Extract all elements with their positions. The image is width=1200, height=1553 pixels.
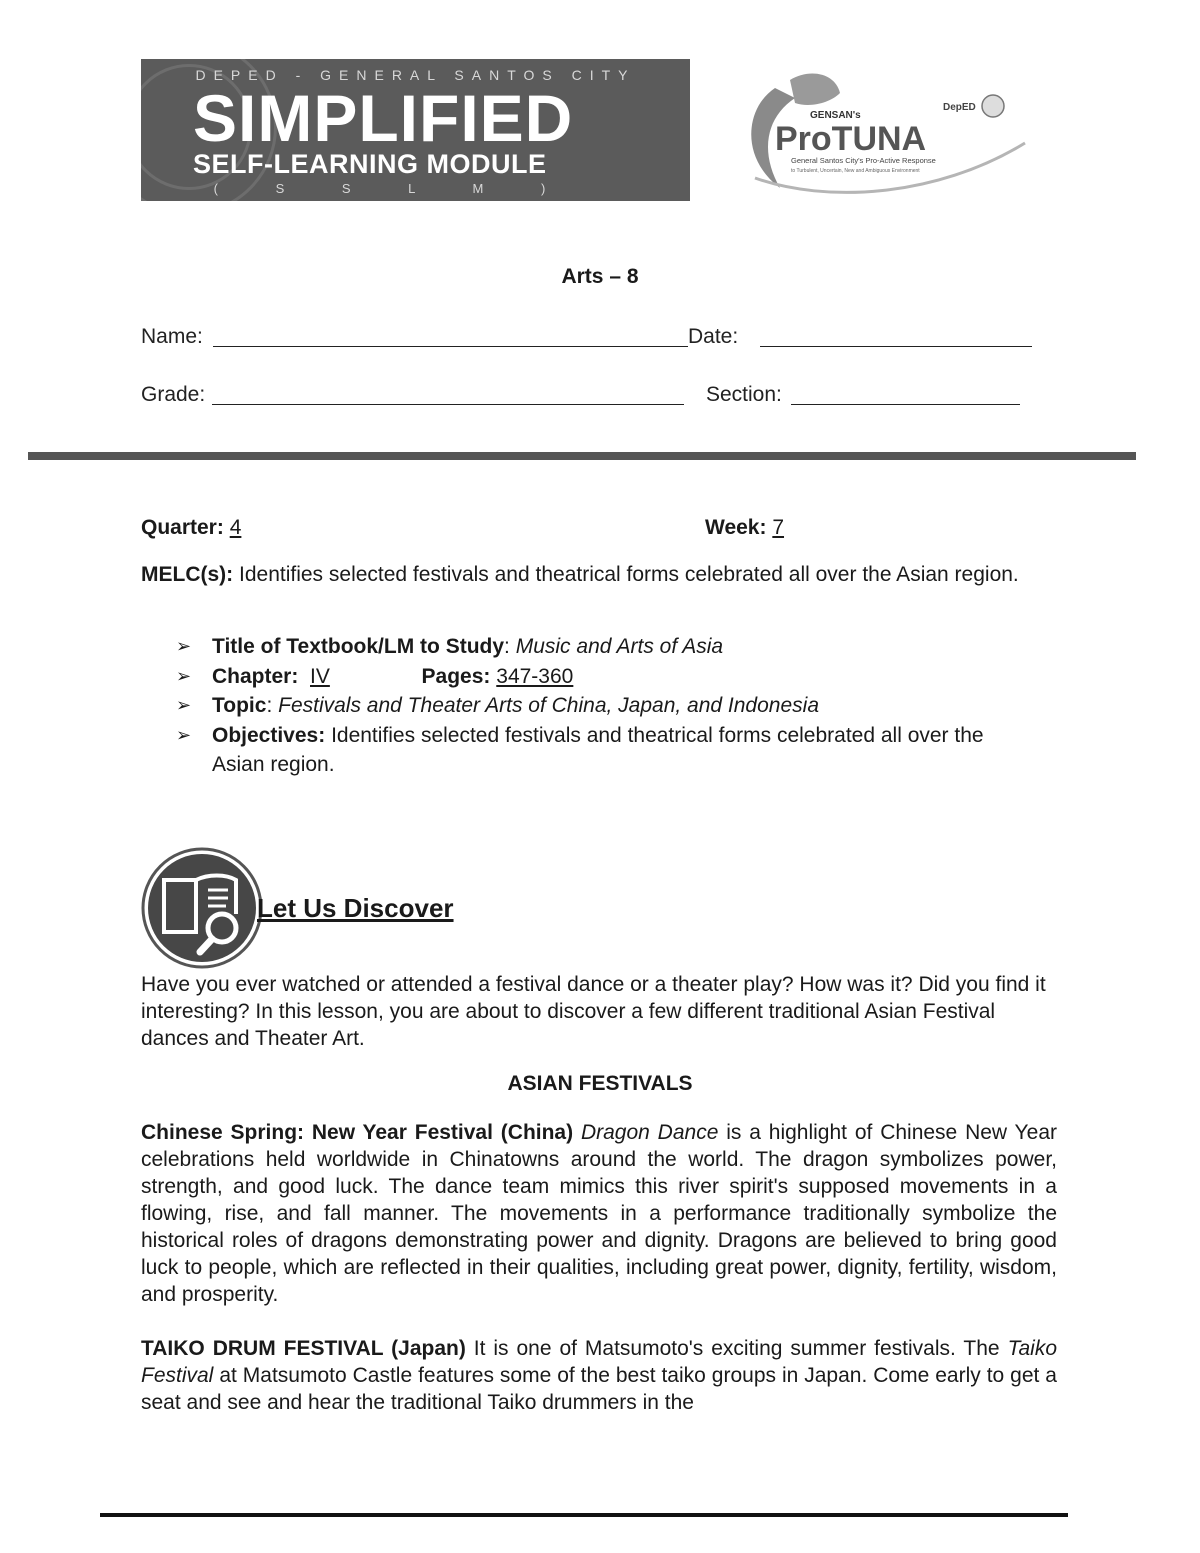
topic-value: Festivals and Theater Arts of China, Japan, and Indonesia xyxy=(278,694,819,717)
arrow-bullet-icon: ➢ xyxy=(176,695,192,715)
footer-divider xyxy=(100,1513,1068,1517)
protuna-fish-icon xyxy=(790,74,840,105)
module-title: Arts – 8 xyxy=(561,265,639,288)
arrow-bullet-icon: ➢ xyxy=(176,636,192,656)
quarter-label: Quarter: xyxy=(141,516,224,539)
week xyxy=(705,516,784,540)
japan-festival-text-1: It is one of Matsumoto's exciting summer festivals. The xyxy=(473,1337,1000,1360)
protuna-logo xyxy=(735,68,1035,203)
banner-title: SIMPLIFIED xyxy=(193,81,574,155)
japan-festival-paragraph xyxy=(141,1335,1057,1416)
china-festival-paragraph xyxy=(141,1119,1057,1308)
japan-festival-name: TAIKO DRUM FESTIVAL (Japan) xyxy=(141,1337,466,1360)
name-field[interactable] xyxy=(213,346,688,347)
grade-field[interactable] xyxy=(212,404,684,405)
list-item xyxy=(176,721,1006,780)
discover-book-magnifier-icon xyxy=(140,846,264,970)
chapter-value: IV xyxy=(310,664,330,688)
list-item: ➢ Title of Textbook/LM to Study: Music and Arts of Asia xyxy=(176,632,1006,662)
protuna-brand: ProTUNA xyxy=(775,120,927,158)
quarter-value: 4 xyxy=(229,516,242,539)
arrow-bullet-icon: ➢ xyxy=(176,665,192,686)
grade-label: Grade: xyxy=(141,383,206,406)
section-label: Section: xyxy=(706,383,782,406)
week-label: Week: xyxy=(705,516,767,539)
pages-value: 347-360 xyxy=(496,664,574,688)
banner-subtitle: SELF-LEARNING MODULE xyxy=(193,149,547,179)
discover-heading: Let Us Discover xyxy=(257,893,454,923)
objectives-value: Identifies selected festivals and theatrical forms celebrated all over the Asian region. xyxy=(212,723,984,776)
date-label: Date: xyxy=(688,325,739,348)
pages-label: Pages: xyxy=(421,664,491,688)
chapter-label: Chapter: xyxy=(212,664,299,688)
china-festival-term: Dragon Dance xyxy=(580,1121,719,1144)
china-festival-text: is a highlight of Chinese New Year celebrations held worldwide in Chinatowns around the world. The dragon symbolizes power, strength, and good luck. The dance team mimics this river spirit's supposed movements in a flowing, rise, and fall manner. The movements in a performance traditionally symbolize the historical roles of dragons demonstrating power and dignity. Dragons are believed to bring good luck to people, which are reflected in their qualities, including great power, dignity, fertility, wisdom, and prosperity. xyxy=(141,1121,1057,1306)
asian-festivals-heading: ASIAN FESTIVALS xyxy=(507,1072,693,1095)
name-label: Name: xyxy=(141,325,203,348)
china-festival-name: Chinese Spring: New Year Festival (China) xyxy=(141,1121,574,1144)
list-item: ➢ Topic: Festivals and Theater Arts of China, Japan, and Indonesia xyxy=(176,691,1006,721)
study-info-list xyxy=(176,632,1006,780)
arrow-bullet-icon: ➢ xyxy=(176,724,192,745)
objectives-label: Objectives: xyxy=(212,723,326,747)
protuna-deped: DepED xyxy=(943,102,976,113)
protuna-gensan: GENSAN's xyxy=(810,110,861,121)
melc-label: MELC(s): xyxy=(141,563,234,586)
textbook-value: Music and Arts of Asia xyxy=(515,635,724,658)
textbook-label: Title of Textbook/LM to Study xyxy=(212,635,505,658)
deped-seal-icon xyxy=(982,95,1004,117)
japan-festival-term: Taiko Festival xyxy=(141,1337,1058,1387)
protuna-subtagline: to Turbulent, Uncertain, New and Ambiguous Environment xyxy=(791,168,920,174)
date-field[interactable] xyxy=(760,346,1032,347)
list-item xyxy=(176,662,1006,692)
header-divider xyxy=(28,452,1136,460)
japan-festival-text-2: at Matsumoto Castle features some of the best taiko groups in Japan. Come early to get a seat and see and hear the traditional Taiko drummers in the xyxy=(141,1364,1057,1414)
protuna-tagline: General Santos City's Pro-Active Response xyxy=(791,156,936,165)
topic-label: Topic xyxy=(212,694,267,717)
melc-text: Identifies selected festivals and theatrical forms celebrated all over the Asian region. xyxy=(239,563,1019,586)
week-value: 7 xyxy=(772,516,785,539)
banner-division: DEPED - GENERAL SANTOS CITY xyxy=(195,67,636,83)
banner-acronym: ( S S L M ) xyxy=(213,181,573,196)
discover-intro: Have you ever watched or attended a festival dance or a theater play? How was it? Did you find it interesting? In this lesson, you are about to discover a few different traditional Asian Festival dances and Theater Art. xyxy=(141,973,1046,1050)
section-field[interactable] xyxy=(791,404,1020,405)
sslm-banner xyxy=(141,59,690,201)
quarter xyxy=(141,516,241,540)
melc xyxy=(141,561,1021,588)
